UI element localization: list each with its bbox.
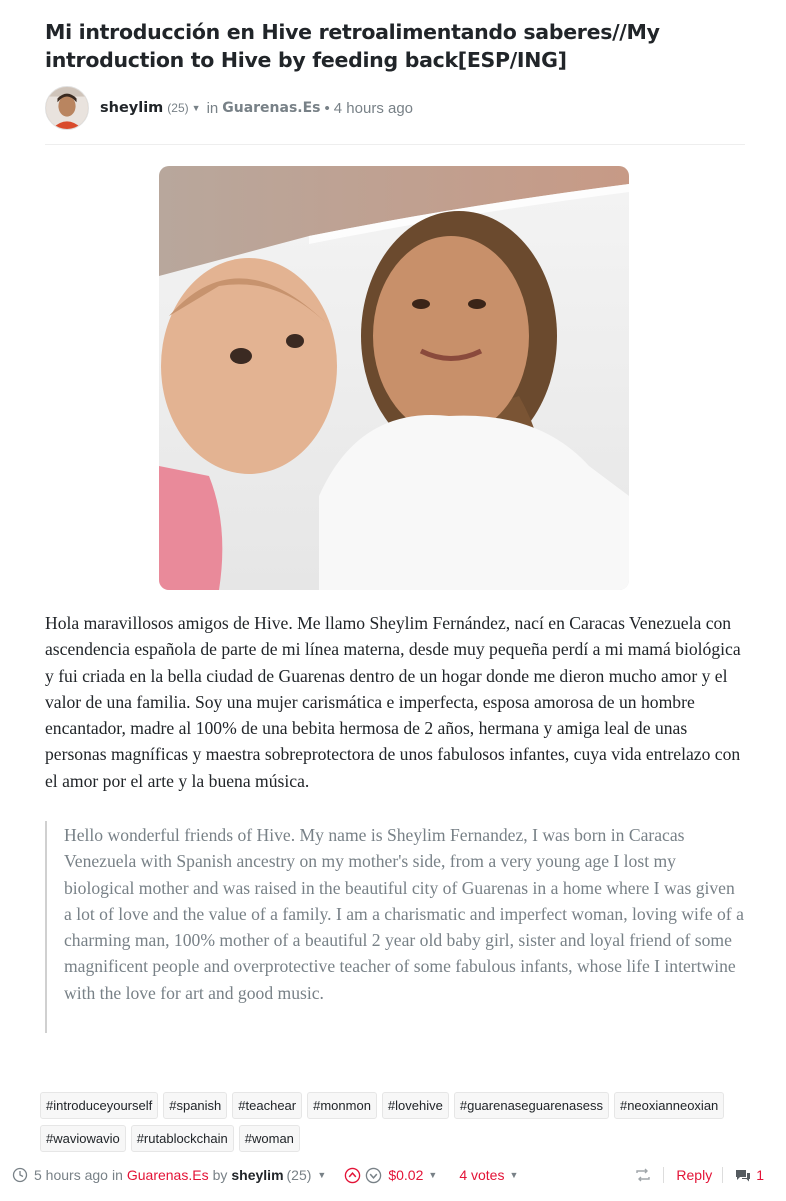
author-dropdown-caret-icon[interactable]: ▼ (191, 103, 201, 113)
community-link[interactable]: Guarenas.Es (222, 100, 321, 116)
author-reputation: (25) (167, 101, 189, 115)
post-title: Mi introducción en Hive retroalimentando saberes//My introduction to Hive by feeding back[ESP/ING] (45, 20, 660, 72)
payout-caret-icon[interactable]: ▼ (428, 1170, 438, 1180)
in-label: in (206, 99, 219, 117)
tag-item[interactable]: #teachear (232, 1092, 302, 1119)
post-meta (100, 100, 413, 117)
footer-author-caret-icon[interactable]: ▼ (317, 1170, 327, 1180)
tag-item[interactable]: #waviowavio (40, 1125, 126, 1152)
post-footer (12, 1160, 774, 1190)
author-avatar[interactable] (45, 86, 89, 130)
footer-separator (663, 1167, 664, 1183)
tag-item[interactable]: #spanish (163, 1092, 227, 1119)
clock-icon (12, 1167, 28, 1183)
avatar-image (46, 87, 88, 129)
comments-icon[interactable] (735, 1167, 751, 1183)
footer-author-link[interactable]: sheylim (231, 1167, 284, 1183)
author-link[interactable]: sheylim (100, 100, 164, 116)
post-photo-image (159, 166, 629, 590)
tag-item[interactable]: #woman (239, 1125, 300, 1152)
footer-author-reputation: (25) (286, 1167, 312, 1183)
author-row (45, 86, 745, 130)
footer-in-label: in (111, 1167, 123, 1183)
tag-list (40, 1092, 750, 1158)
tag-item[interactable]: #guarenaseguarenasess (454, 1092, 609, 1119)
downvote-icon[interactable] (365, 1167, 382, 1184)
post-body-spanish: Hola maravillosos amigos de Hive. Me llamo Sheylim Fernández, nací en Caracas Venezuela con ascendencia española de parte de mi línea materna, desde muy pequeña perdí a mi mamá biológica y fui criada en la bella ciudad de Guarenas dentro de un hogar donde me dieron mucho amor y el valor de una familia. Soy una mujer carismática e imperfecta, esposa amorosa de un hombre encantador, madre al 100% de una bebita hermosa de 2 años, hermana y amiga leal de unas personas magníficas y maestra sobreprotectora de unos fabulosos infantes, cuya vida entrelazo con el amor por el arte y la buena música. (45, 613, 741, 791)
tag-item[interactable]: #neoxianneoxian (614, 1092, 724, 1119)
upvote-icon[interactable] (344, 1167, 361, 1184)
comments-count[interactable]: 1 (756, 1167, 764, 1183)
footer-time[interactable]: 5 hours ago (34, 1167, 108, 1183)
footer-actions (635, 1167, 774, 1183)
tag-item[interactable]: #introduceyourself (40, 1092, 158, 1119)
payout-value[interactable]: $0.02 (388, 1167, 424, 1183)
tag-item[interactable]: #monmon (307, 1092, 377, 1119)
post-body-english-quote: Hello wonderful friends of Hive. My name is Sheylim Fernandez, I was born in Caracas Venezuela with Spanish ancestry on my mother's side, from a very young age I lost my biological mother and was raised in the beautiful city of Guarenas in a home where I was given a lot of love and the value of a family. I am a charismatic and imperfect woman, loving wife of a charming man, 100% mother of a beautiful 2 year old baby girl, sister and loyal friend of some magnificent people and overprotective teacher of some fabulous infants, whose life I intertwine with the love for art and good music. (45, 821, 745, 1033)
votes-count[interactable]: 4 votes (459, 1167, 505, 1183)
reply-button[interactable]: Reply (676, 1167, 713, 1183)
footer-community-link[interactable]: Guarenas.Es (126, 1167, 209, 1183)
footer-by-label: by (212, 1167, 228, 1183)
footer-separator (722, 1167, 723, 1183)
header-divider (45, 144, 745, 145)
post-photo[interactable] (159, 166, 629, 590)
tag-item[interactable]: #lovehive (382, 1092, 449, 1119)
meta-separator: • (324, 99, 330, 117)
tag-item[interactable]: #rutablockchain (131, 1125, 234, 1152)
reblog-icon[interactable] (635, 1167, 651, 1183)
votes-caret-icon[interactable]: ▼ (509, 1170, 519, 1180)
post-time[interactable]: 4 hours ago (333, 99, 414, 117)
